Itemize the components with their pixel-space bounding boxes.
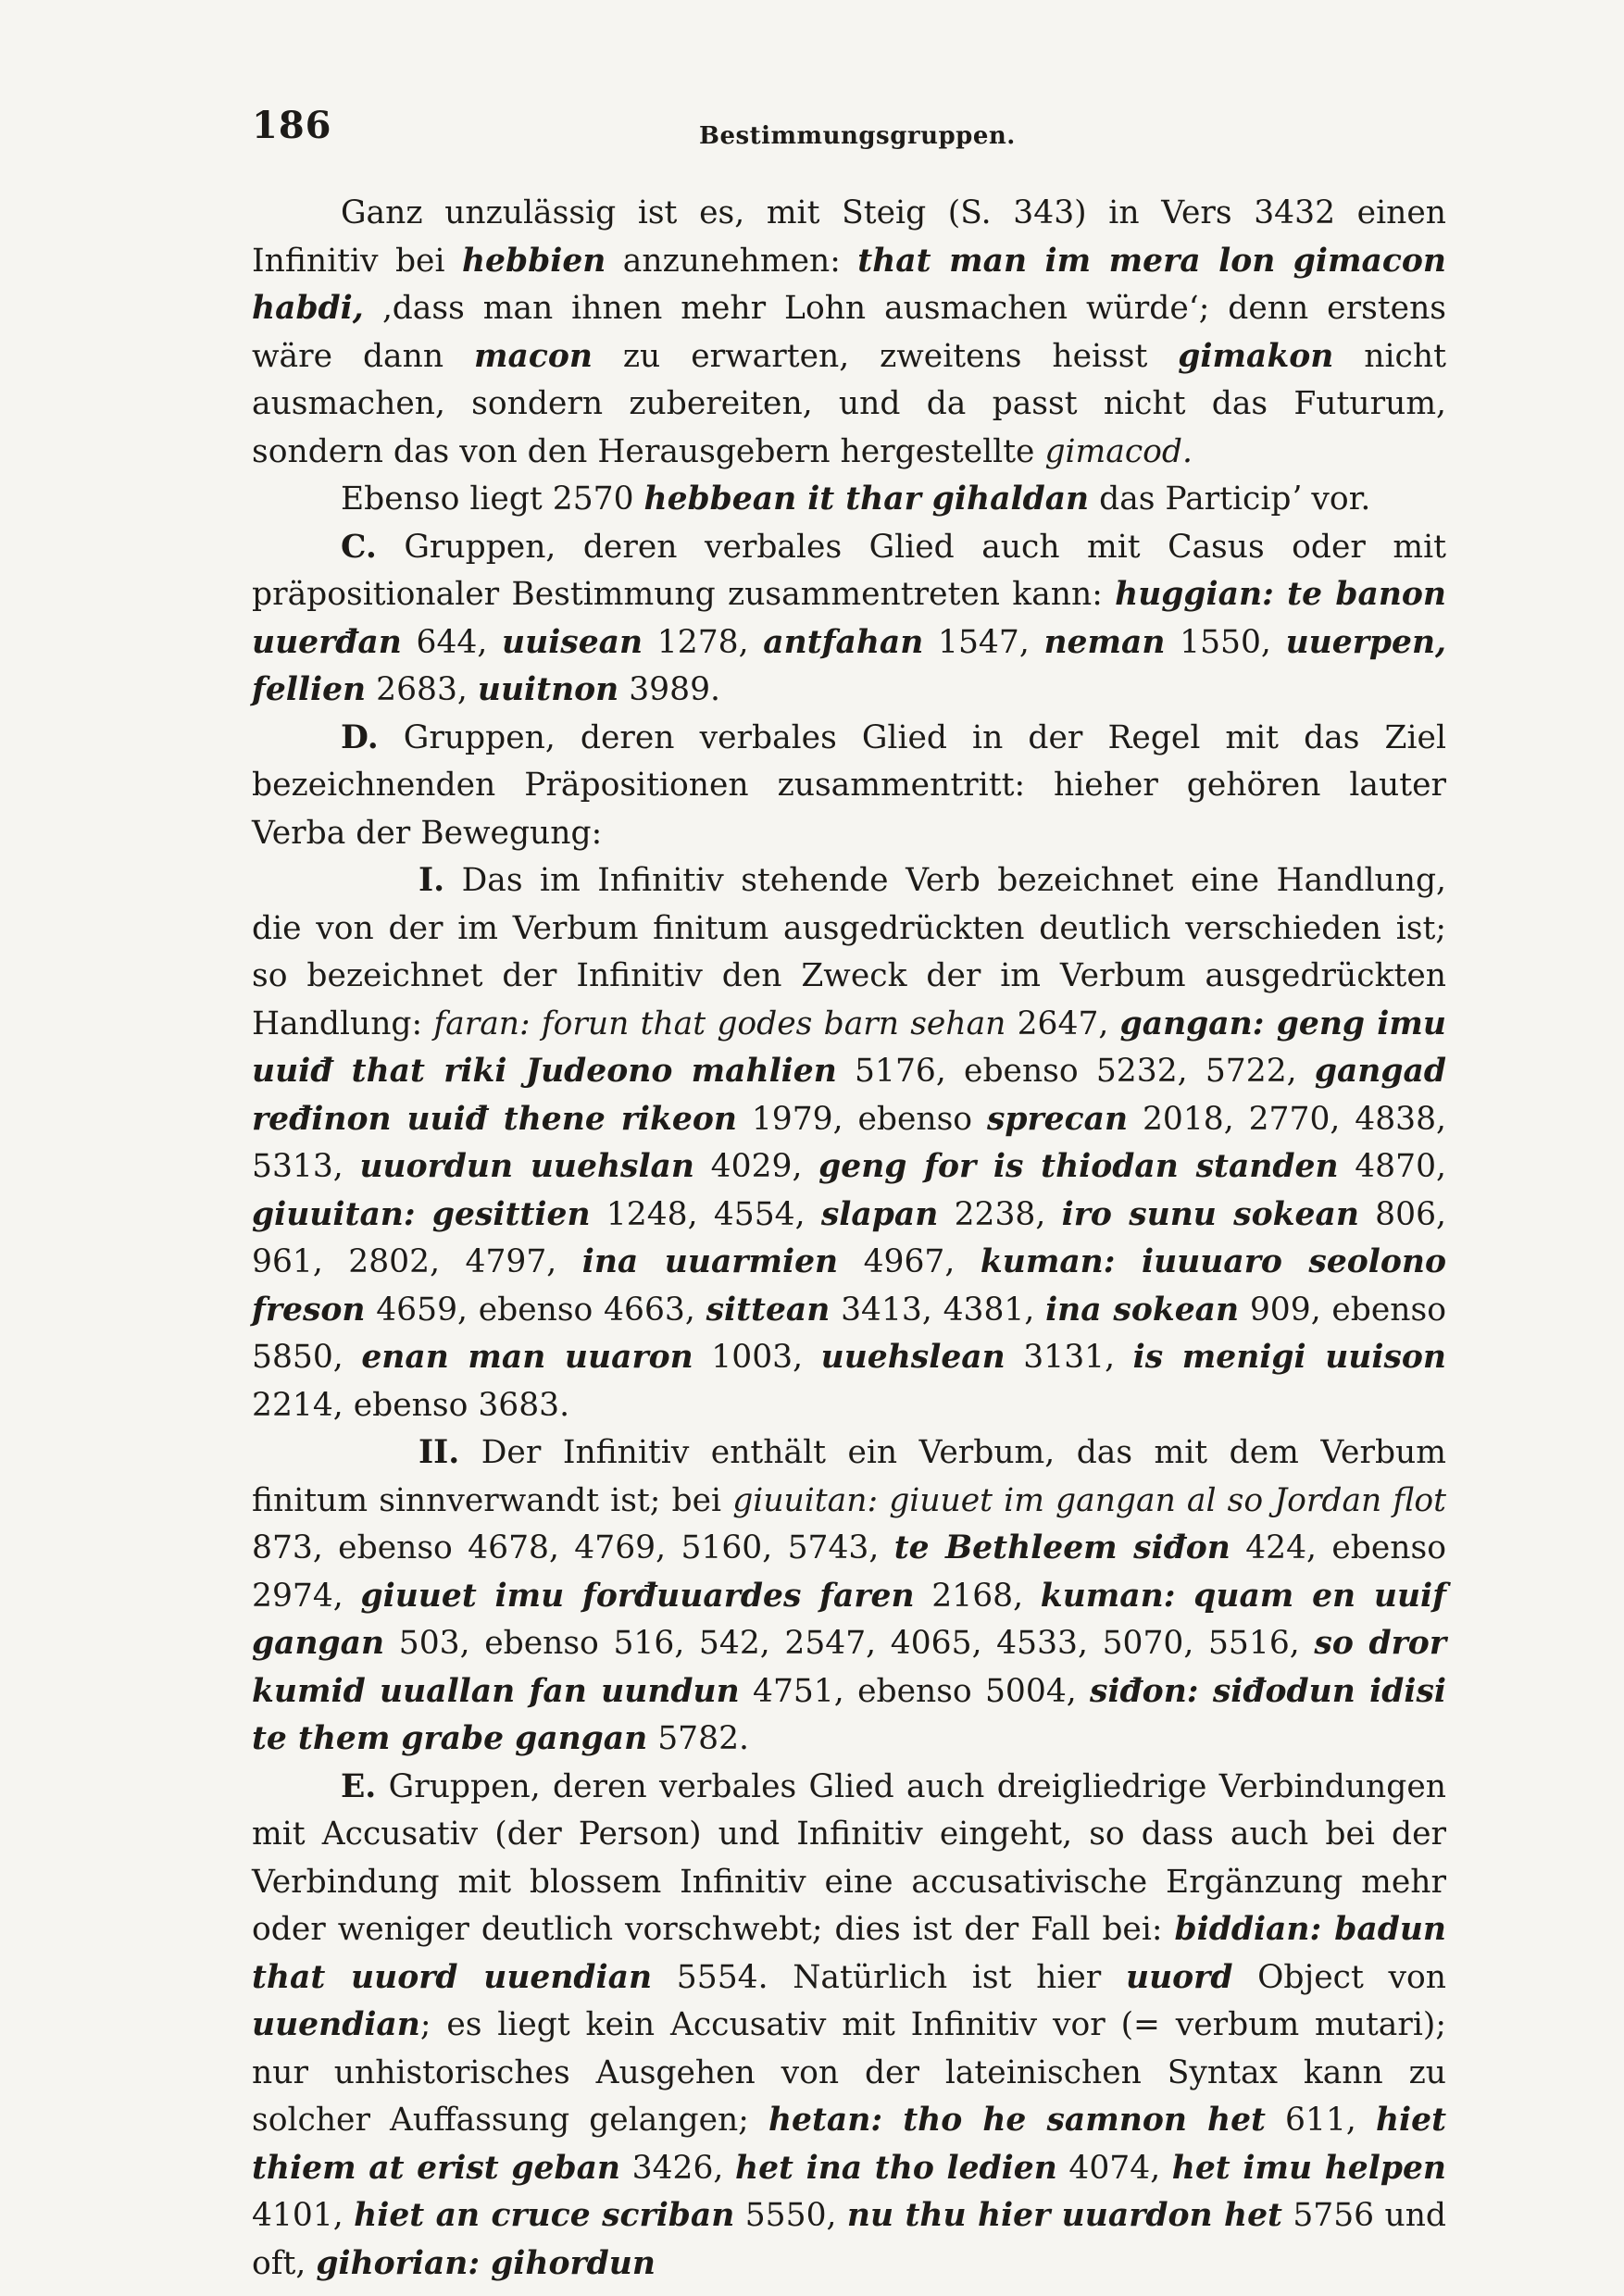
section-marker: II.: [418, 1434, 460, 1471]
section-marker: I.: [418, 862, 445, 899]
paragraph-2: Ebenso liegt 2570 hebbean it thar gihaldan das Participʼ vor.: [341, 480, 1371, 518]
section-marker: C.: [341, 528, 377, 566]
section-marker: D.: [341, 718, 379, 756]
body-text: [252, 190, 1446, 2288]
page-number: 186: [252, 104, 332, 147]
running-title: Bestimmungsgruppen.: [699, 122, 1016, 150]
paragraph-section-c: C. Gruppen, deren verbales Glied auch mit Casus oder mit präpositionaler Bestimmung zusammentreten kann: huggian: te banon uuerđan 644, uuisean 1278, antfahan 1547, neman 1550, uuerpen, fellien 2683, uuitnon 3989.: [252, 528, 1447, 708]
paragraph-section-e: E. Gruppen, deren verbales Glied auch dreigliedrige Verbindungen mit Accusativ (der Person) und Infinitiv eingeht, so dass auch bei der Verbindung mit blossem Infinitiv eine accusativische Ergänzung mehr oder weniger deutlich vorschwebt; dies ist der Fall bei: biddian: badun that uuord uuendian 5554. Natürlich ist hier uuord Object von uuendian; es liegt kein Accusativ mit Infinitiv vor (= verbum mutari); nur unhistorisches Ausgehen von der lateinischen Syntax kann zu solcher Auffassung gelangen; hetan: tho he samnon het 611, hiet thiem at erist geban 3426, het ina tho ledien 4074, het imu helpen 4101, hiet an cruce scriban 5550, nu thu hier uuardon het 5756 und oft, gihorian: gihordun: [252, 1767, 1447, 2282]
section-marker: E.: [341, 1767, 377, 1805]
paragraph-section-d-ii: II. Der Infinitiv enthält ein Verbum, das mit dem Verbum finitum sinnverwandt ist; bei giuuitan: giuuet im gangan al so Jordan flot 873, ebenso 4678, 4769, 5160, 5743, te Bethleem siđon 424, ebenso 2974, giuuet imu forđuuardes faren 2168, kuman: quam en uuif gangan 503, ebenso 516, 542, 2547, 4065, 4533, 5070, 5516, so dror kumid uuallan fan uundun 4751, ebenso 5004, siđon: siđodun idisi te them grabe gangan 5782.: [252, 1434, 1447, 1757]
paragraph-1: Ganz unzulässig ist es, mit Steig (S. 343) in Vers 3432 einen Infinitiv bei hebbien anzunehmen: that man im mera lon gimacon habdi, ‚dass man ihnen mehr Lohn ausmachen würde‘; denn erstens wäre dann macon zu erwarten, zweitens heisst gimakon nicht ausmachen, sondern zubereiten, und da passt nicht das Futurum, sondern das von den Herausgebern hergestellte gimacod.: [252, 194, 1446, 470]
paragraph-section-d-i: I. Das im Infinitiv stehende Verb bezeichnet eine Handlung, die von der im Verbum finitum ausgedrückten deutlich verschieden ist; so bezeichnet der Infinitiv den Zweck der im Verbum ausgedrückten Handlung: faran: forun that godes barn sehan 2647, gangan: geng imu uuiđ that riki Judeono mahlien 5176, ebenso 5232, 5722, gangad rеđinon uuiđ thene rikeon 1979, ebenso sprecan 2018, 2770, 4838, 5313, uuordun uuehslan 4029, geng for is thiodan standen 4870, giuuitan: gesittien 1248, 4554, slapan 2238, iro sunu sokean 806, 961, 2802, 4797, ina uuarmien 4967, kuman: iuuuaro seolono freson 4659, ebenso 4663, sittean 3413, 4381, ina sokean 909, ebenso 5850, enan man uuaron 1003, uuehslean 3131, is menigi uuison 2214, ebenso 3683.: [252, 862, 1447, 1424]
paragraph-section-d: D. Gruppen, deren verbales Glied in der Regel mit das Ziel bezeichnenden Präpositionen zusammentritt: hieher gehören lauter Verba der Bewegung:: [252, 718, 1446, 852]
